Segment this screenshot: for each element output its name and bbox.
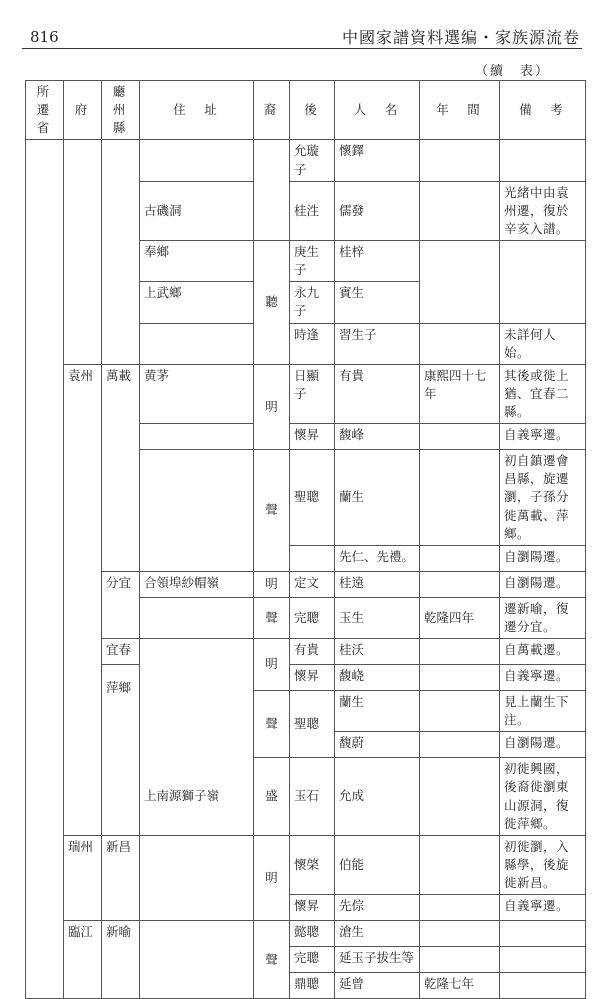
address-cell [140, 140, 254, 181]
lineage-cell: 盛 [254, 758, 290, 836]
column-header: 所遷省 [26, 81, 64, 140]
county-cell: 萬載 [102, 364, 140, 571]
name-cell: 桂沃 [335, 639, 420, 665]
name-cell: 蘭生 [335, 691, 420, 732]
year-cell [420, 758, 500, 836]
year-cell [420, 181, 500, 240]
address-cell [140, 835, 254, 920]
year-cell [420, 241, 500, 324]
lineage-cell: 明 [254, 364, 290, 449]
remark-cell [500, 241, 586, 324]
name-cell: 滄生 [335, 921, 420, 947]
address-cell: 黄茅 [140, 364, 254, 423]
lineage-cell: 聲 [254, 921, 290, 999]
year-cell [420, 691, 500, 732]
page-number: 816 [30, 28, 59, 46]
descendant-cell: 完聰 [290, 947, 335, 973]
name-cell: 儒發 [335, 181, 420, 240]
year-cell [420, 835, 500, 894]
remark-cell [500, 947, 586, 973]
table-row [26, 665, 586, 691]
remark-cell: 初徙興國，後裔徙瀏東山源洞，復徙萍鄉。 [500, 758, 586, 836]
name-cell: 懷鐸 [335, 140, 420, 181]
descendant-cell: 懷棨 [290, 835, 335, 894]
lineage-cell: 聽 [254, 241, 290, 365]
name-cell: 延玉子拔生等 [335, 947, 420, 973]
descendant-cell: 有貴 [290, 639, 335, 665]
descendant-cell: 懷昇 [290, 665, 335, 691]
year-cell [420, 895, 500, 921]
county-text: 萍鄉 [106, 680, 132, 695]
descendant-cell: 懷昇 [290, 895, 335, 921]
descendant-cell: 玉石 [290, 758, 335, 836]
prefecture-cell [64, 140, 102, 364]
prefecture-cell: 瑞州 [64, 835, 102, 920]
name-cell: 馥峰 [335, 424, 420, 450]
year-cell: 乾隆七年 [420, 973, 500, 999]
column-header: 廳州縣 [102, 81, 140, 140]
name-cell: 桂遠 [335, 571, 420, 597]
address-cell [140, 450, 254, 572]
remark-cell: 自瀏陽遷。 [500, 732, 586, 758]
name-cell: 延曾 [335, 973, 420, 999]
table-row [26, 140, 586, 181]
address-cell: 合領埠紗帽嶺 [140, 571, 254, 597]
descendant-cell: 懿聰 [290, 921, 335, 947]
descendant-cell: 鼎聰 [290, 973, 335, 999]
county-cell: 新昌 [102, 835, 140, 920]
year-cell [420, 424, 500, 450]
remark-cell: 見上蘭生下注。 [500, 691, 586, 732]
name-cell: 允成 [335, 758, 420, 836]
remark-cell: 自義寧遷。 [500, 424, 586, 450]
name-cell: 有貴 [335, 364, 420, 423]
remark-cell: 初徙瀏，入縣學，後旋徙新昌。 [500, 835, 586, 894]
table-row [26, 835, 586, 894]
prefecture-cell: 臨江 [64, 921, 102, 999]
year-cell [420, 545, 500, 571]
column-header: 年 間 [420, 81, 500, 140]
county-cell [102, 665, 140, 836]
address-cell [140, 921, 254, 999]
name-cell: 習生子 [335, 323, 420, 364]
table-row [26, 921, 586, 947]
remark-cell: 自義寧遷。 [500, 665, 586, 691]
county-cell: 分宜 [102, 571, 140, 638]
address-cell [140, 639, 254, 836]
name-cell: 伯能 [335, 835, 420, 894]
county-cell [102, 140, 140, 364]
year-cell [420, 921, 500, 947]
remark-cell [500, 921, 586, 947]
county-cell: 宜春 [102, 639, 140, 665]
year-cell [420, 571, 500, 597]
descendant-cell [290, 545, 335, 571]
descendant-cell: 允璇子 [290, 140, 335, 181]
book-title: 中國家譜資料選编・家族源流卷 [341, 28, 580, 47]
remark-cell: 自義寧遷。 [500, 895, 586, 921]
year-cell [420, 732, 500, 758]
address-cell: 古磯洞 [140, 181, 254, 240]
year-cell [420, 947, 500, 973]
address-cell [140, 323, 254, 364]
name-cell: 賓生 [335, 282, 420, 323]
continued-label: （續 表） [474, 64, 550, 79]
address-cell: 奉鄉 [140, 241, 254, 282]
descendant-cell: 懷昇 [290, 424, 335, 450]
remark-cell: 自瀏陽遷。 [500, 571, 586, 597]
column-header: 後 [290, 81, 335, 140]
page-header [30, 22, 580, 50]
column-header: 裔 [254, 81, 290, 140]
year-cell: 康熙四十七年 [420, 364, 500, 423]
descendant-cell: 時逢 [290, 323, 335, 364]
prefecture-cell: 袁州 [64, 364, 102, 835]
remark-cell: 其後或徙上猶、宜春二縣。 [500, 364, 586, 423]
lineage-cell [254, 140, 290, 241]
year-cell [420, 323, 500, 364]
descendant-cell: 桂泩 [290, 181, 335, 240]
name-cell: 玉生 [335, 597, 420, 638]
table-row [26, 639, 586, 665]
descendant-cell: 完聰 [290, 597, 335, 638]
province-cell [26, 140, 64, 999]
address-cell [140, 424, 254, 450]
column-header: 人 名 [335, 81, 420, 140]
name-cell: 先仁、先禮。 [335, 545, 420, 571]
column-header: 府 [64, 81, 102, 140]
column-header: 備 考 [500, 81, 586, 140]
header-rule [22, 48, 582, 49]
name-cell: 蘭生 [335, 450, 420, 546]
genealogy-table [25, 80, 586, 999]
lineage-cell: 明 [254, 639, 290, 691]
name-cell: 桂梓 [335, 241, 420, 282]
year-cell [420, 639, 500, 665]
lineage-cell: 聲 [254, 691, 290, 758]
descendant-cell: 永九子 [290, 282, 335, 323]
remark-cell: 初自鎮遷會昌縣，旋遷瀏，子孫分徙萬載、萍鄉。 [500, 450, 586, 546]
year-cell: 乾隆四年 [420, 597, 500, 638]
year-cell [420, 140, 500, 181]
remark-cell: 光緒中由袁州遷，復於辛亥入譜。 [500, 181, 586, 240]
table-row [26, 364, 586, 423]
lineage-cell: 聲 [254, 450, 290, 572]
remark-cell: 自萬載遷。 [500, 639, 586, 665]
name-cell: 馥蔚 [335, 732, 420, 758]
year-cell [420, 450, 500, 546]
name-cell: 馥峣 [335, 665, 420, 691]
table-header-row [26, 81, 586, 140]
remark-cell: 自瀏陽遷。 [500, 545, 586, 571]
table-row [26, 571, 586, 597]
year-cell [420, 665, 500, 691]
descendant-cell: 聖聰 [290, 691, 335, 758]
remark-cell: 未詳何人始。 [500, 323, 586, 364]
descendant-cell: 日顯子 [290, 364, 335, 423]
remark-cell [500, 140, 586, 181]
lineage-cell: 明 [254, 571, 290, 597]
address-cell: 上武鄉 [140, 282, 254, 323]
descendant-cell: 定文 [290, 571, 335, 597]
remark-cell: 遷新喻，復遷分宜。 [500, 597, 586, 638]
address-text: 上南源獅子嶺 [144, 787, 220, 803]
remark-cell [500, 973, 586, 999]
lineage-cell: 聲 [254, 597, 290, 638]
address-cell [140, 597, 254, 638]
descendant-cell: 庚生子 [290, 241, 335, 282]
descendant-cell: 聖聰 [290, 450, 335, 546]
name-cell: 先倧 [335, 895, 420, 921]
lineage-cell: 明 [254, 835, 290, 920]
county-cell: 新喻 [102, 921, 140, 999]
column-header: 住 址 [140, 81, 254, 140]
